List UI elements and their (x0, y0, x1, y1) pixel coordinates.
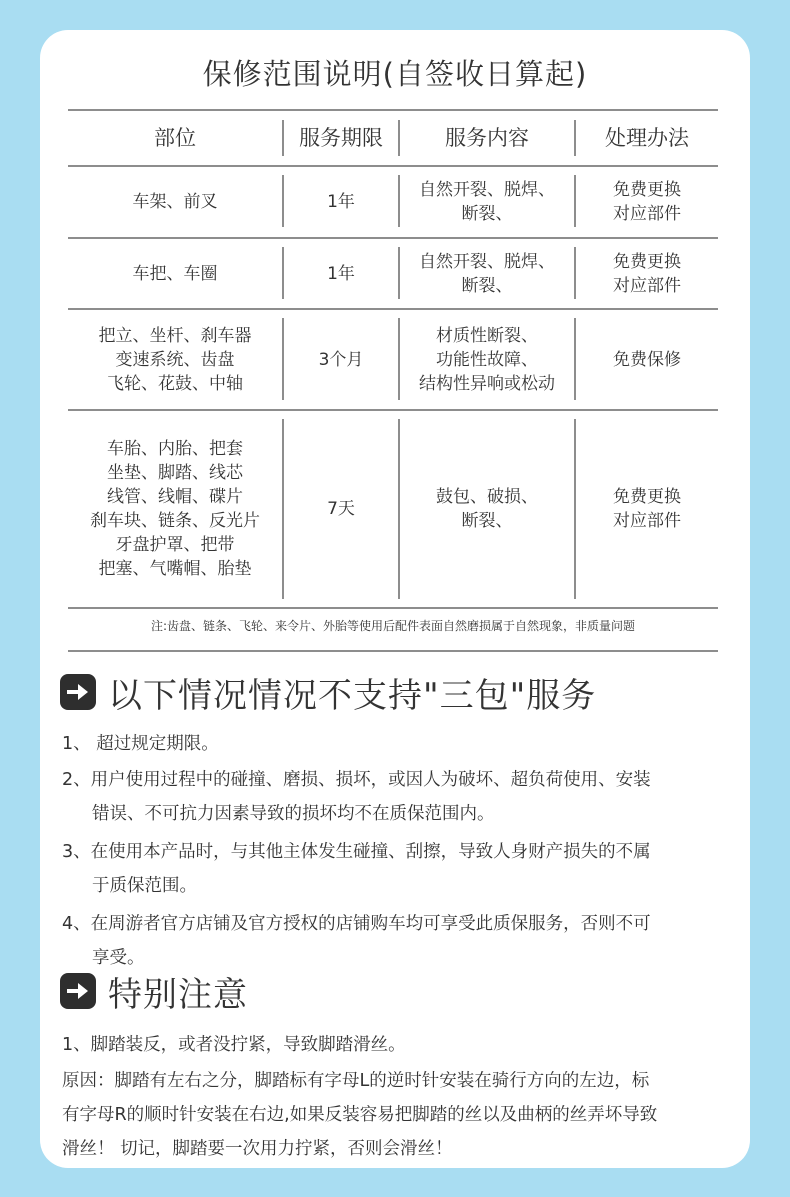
page-title: 保修范围说明(自签收日算起) (202, 57, 588, 91)
list-item: 1、 超过规定期限。 (62, 734, 219, 754)
table-cell-part: 把立、坐杆、刹车器 变速系统、齿盘 飞轮、花鼓、中轴 (98, 325, 252, 394)
section-title: 以下情况情况不支持"三包"服务 (108, 675, 597, 716)
list-item-continuation: 于质保范围。 (92, 876, 197, 896)
table-bottom-border (68, 650, 718, 652)
section-header (60, 669, 596, 715)
table-cell-content: 自然开裂、脱焊、 断裂、 (419, 180, 555, 224)
table-header-cell: 处理办法 (605, 126, 689, 150)
table-cell-handling: 免费更换 对应部件 (613, 180, 681, 224)
table-cell-content: 材质性断裂、 功能性故障、 结构性异响或松动 (419, 325, 555, 394)
table-divider (68, 607, 718, 609)
list-item-continuation: 错误、不可抗力因素导致的损坏均不在质保范围内。 (92, 804, 495, 824)
list-item-continuation: 享受。 (92, 948, 145, 968)
table-cell-part: 车架、前叉 (132, 192, 218, 212)
note-line: 滑丝！ 切记，脚踏要一次用力拧紧，否则会滑丝！ (62, 1139, 453, 1159)
table-cell-part: 车把、车圈 (132, 263, 218, 284)
table-cell-handling: 免费更换 对应部件 (613, 251, 681, 296)
table-cell-content: 自然开裂、脱焊、 断裂、 (419, 251, 555, 296)
list-item: 2、用户使用过程中的碰撞、磨损、损坏，或因人为破坏、超负荷使用、安装 (62, 770, 651, 790)
table-header-cell: 服务内容 (445, 126, 529, 150)
arrow-right-icon (60, 674, 96, 710)
special-notes (62, 1028, 742, 1166)
table-header-cell: 部位 (154, 126, 196, 150)
table-cell-period: 1年 (327, 192, 355, 212)
section-title: 特别注意 (108, 974, 248, 1015)
note-line: 原因：脚踏有左右之分，脚踏标有字母L的逆时针安装在骑行方向的左边，标 (62, 1071, 650, 1091)
table-cell-period: 1年 (327, 263, 355, 284)
table-header-cell: 服务期限 (299, 126, 383, 150)
table-cell-handling: 免费更换 对应部件 (613, 487, 681, 531)
table-note: 注:齿盘、链条、飞轮、来令片、外胎等使用后配件表面自然磨损属于自然现象，非质量问题 (150, 619, 636, 633)
note-line: 有字母R的顺时针安装在右边,如果反装容易把脚踏的丝以及曲柄的丝弄坏导致 (62, 1105, 658, 1125)
table-cell-period: 3个月 (318, 349, 364, 370)
arrow-right-icon (60, 973, 96, 1009)
table-cell-part: 车胎、内胎、把套 坐垫、脚踏、线芯 线管、线帽、碟片 刹车块、链条、反光片 牙盘护罩、把带 把塞、气嘴帽、胎垫 (90, 439, 260, 579)
table-cell-handling: 免费保修 (613, 349, 681, 370)
section-header (60, 968, 248, 1014)
table-cell-content: 鼓包、破损、 断裂、 (436, 487, 538, 531)
list-item: 3、在使用本产品时，与其他主体发生碰撞、刮擦，导致人身财产损失的不属 (62, 842, 651, 862)
conditions-list (62, 727, 742, 975)
list-item: 4、在周游者官方店铺及官方授权的店铺购车均可享受此质保服务，否则不可 (62, 914, 651, 934)
note-line: 1、脚踏装反，或者没拧紧，导致脚踏滑丝。 (62, 1035, 406, 1055)
table-cell-period: 7天 (327, 499, 355, 519)
